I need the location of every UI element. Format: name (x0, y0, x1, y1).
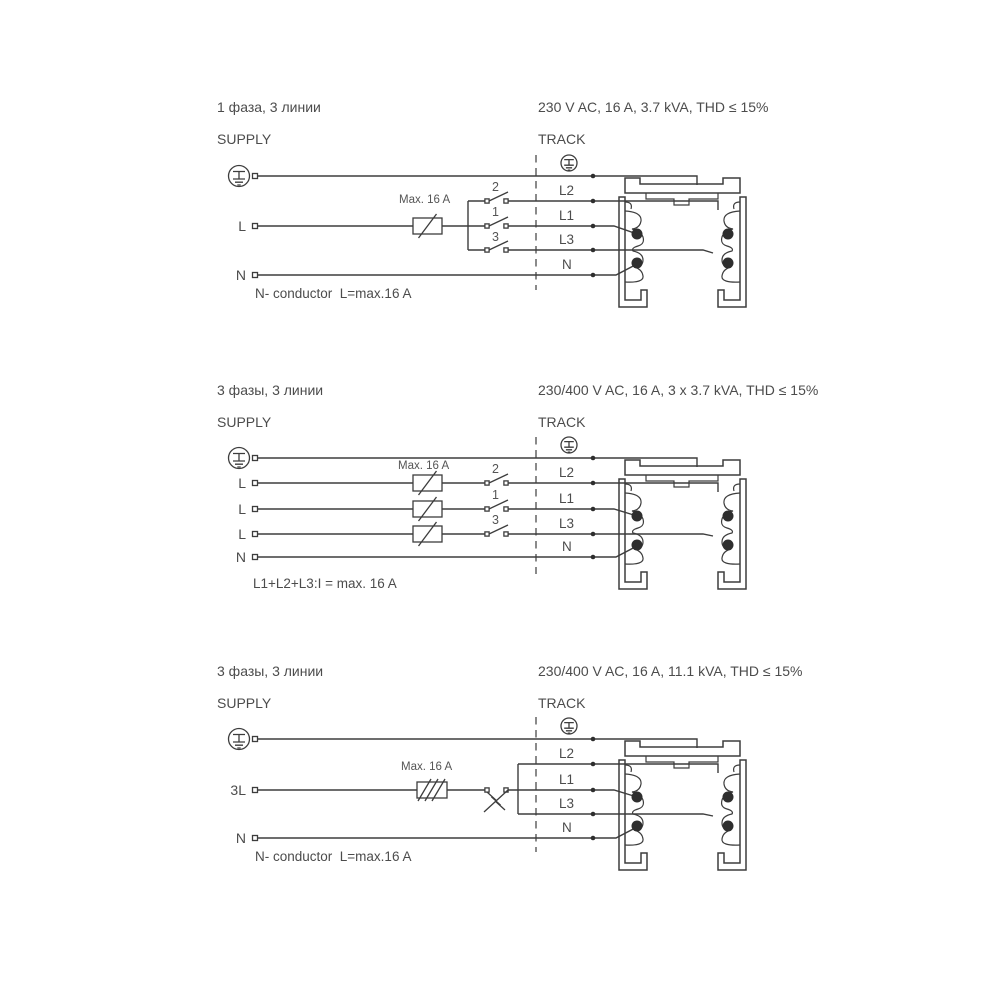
section2-fuse-rating-label: Max. 16 A (398, 460, 450, 472)
terminal-icon (253, 273, 258, 278)
terminal-icon (253, 224, 258, 229)
section1-note: N- conductor L=max.16 A (255, 286, 412, 301)
section2-title: 3 фазы, 3 линии (217, 382, 324, 398)
track-cross-section (619, 741, 746, 870)
section2-line-label-l2: L (238, 501, 246, 517)
section2-spec: 230/400 V AC, 16 A, 3 x 3.7 kVA, THD ≤ 15% (538, 382, 819, 398)
section2-track-label: TRACK (538, 414, 586, 430)
section3-spec: 230/400 V AC, 16 A, 11.1 kVA, THD ≤ 15% (538, 663, 803, 679)
fuse-symbol (413, 214, 442, 238)
section3-track-label: TRACK (538, 695, 586, 711)
section1-track-line-label-l3: L3 (559, 232, 575, 247)
section1-switch-number-3: 3 (492, 230, 499, 244)
section1-track-line-label-l1: L1 (559, 208, 575, 223)
section3-note: N- conductor L=max.16 A (255, 849, 412, 864)
l1-wire (508, 509, 637, 516)
section2-track-line-label-l1: L1 (559, 491, 575, 506)
n-wire (257, 827, 637, 838)
section2-track-line-label-l3: L3 (559, 516, 575, 531)
section2-supply-label: SUPPLY (217, 414, 272, 430)
section1-spec: 230 V AC, 16 A, 3.7 kVA, THD ≤ 15% (538, 99, 769, 115)
section3-fuse-rating-label: Max. 16 A (401, 761, 453, 773)
section2-track-line-label-l2: L2 (559, 465, 575, 480)
terminal-icon (253, 174, 258, 179)
n-wire (257, 264, 637, 275)
fuse-symbol (413, 497, 442, 521)
track-cross-section (619, 178, 746, 307)
section3-track-line-label-l2: L2 (559, 746, 575, 761)
section2-line-label-l1: L (238, 475, 246, 491)
section3-line-label-3l: 3L (230, 782, 246, 798)
section1-fuse-rating-label: Max. 16 A (399, 194, 451, 206)
earth-ground-icon (561, 718, 577, 734)
section3-title: 3 фазы, 3 линии (217, 663, 324, 679)
diagram-2-graphics (229, 437, 747, 589)
diagram-1-graphics (229, 155, 747, 307)
l3-wire (508, 534, 713, 536)
section2-switch-number-3: 3 (492, 513, 499, 527)
fuse-symbol (413, 522, 442, 546)
earth-ground-icon (229, 729, 250, 750)
l3-wire (508, 250, 713, 253)
section3-line-label-n: N (235, 830, 246, 846)
section1-track-line-label-l2: L2 (559, 183, 575, 198)
section1-line-label-l: L (238, 218, 246, 234)
track-cross-section (619, 460, 746, 589)
earth-ground-icon (229, 448, 250, 469)
section1-line-label-n: N (235, 267, 246, 283)
section2-line-label-n: N (235, 549, 246, 565)
l3-wire (518, 814, 713, 816)
section3-track-line-label-l1: L1 (559, 772, 575, 787)
section2-line-label-l3: L (238, 526, 246, 542)
section1-track-line-label-n: N (562, 257, 572, 272)
section3-track-line-label-n: N (562, 820, 572, 835)
section1-track-label: TRACK (538, 131, 586, 147)
fuse-symbol (413, 471, 442, 495)
section1-switch-number-1: 1 (492, 205, 499, 219)
section3-supply-label: SUPPLY (217, 695, 272, 711)
diagram-3-graphics (229, 717, 747, 870)
section3-track-line-label-l3: L3 (559, 796, 575, 811)
section2-switch-number-2: 2 (492, 462, 499, 476)
earth-ground-icon (561, 437, 577, 453)
section2-track-line-label-n: N (562, 539, 572, 554)
section1-supply-label: SUPPLY (217, 131, 272, 147)
section2-note: L1+L2+L3:I = max. 16 A (253, 576, 397, 591)
three-pole-fuse-symbol (417, 779, 447, 801)
earth-ground-icon (229, 166, 250, 187)
n-wire (257, 546, 637, 557)
section1-title: 1 фаза, 3 линии (217, 99, 321, 115)
section2-switch-number-1: 1 (492, 488, 499, 502)
earth-ground-icon (561, 155, 577, 171)
section1-switch-number-2: 2 (492, 180, 499, 194)
